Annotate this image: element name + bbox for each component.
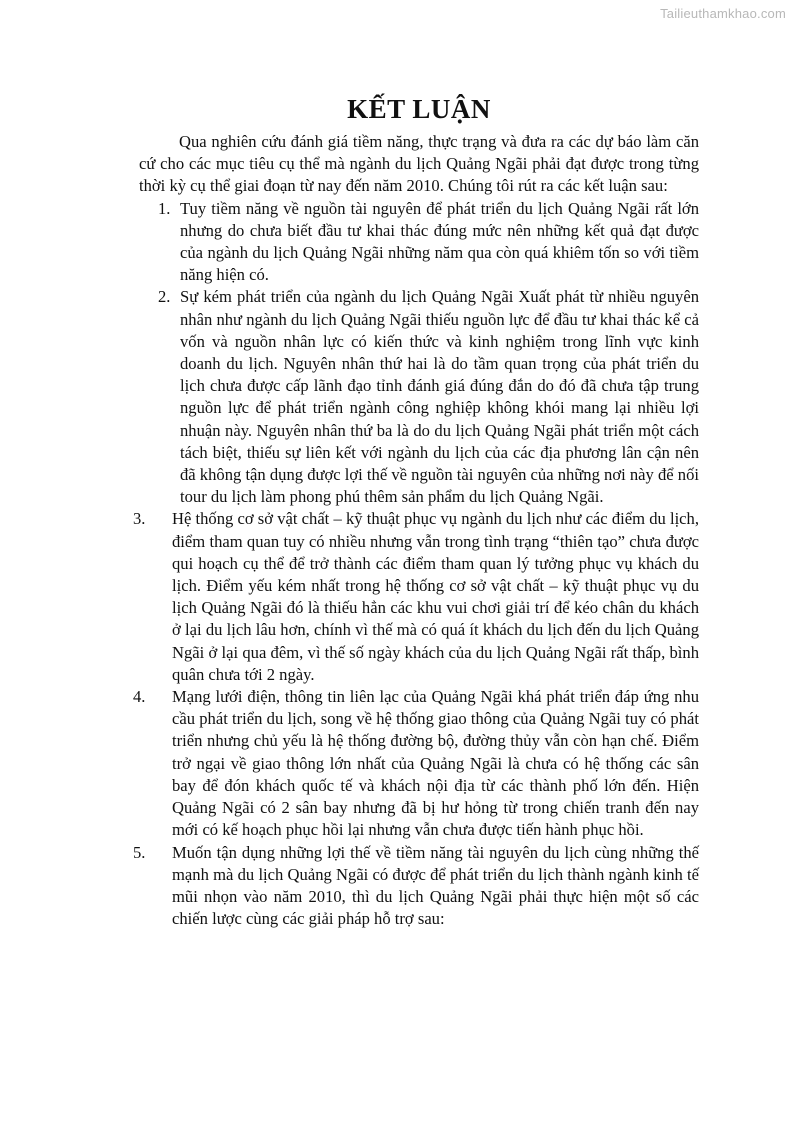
watermark: Tailieuthamkhao.com (660, 6, 786, 21)
item-number: 1. (158, 198, 171, 218)
item-text: Muốn tận dụng những lợi thế về tiềm năng tài nguyên du lịch cùng những thế mạnh mà du lịch Quảng Ngãi có được để phát triển du lịch thành ngành kinh tế mũi nhọn vào năm 2010, thì du lịch Quảng Ngãi phải thực hiện một số các chiến lược cùng các giải pháp hỗ trợ sau: (172, 842, 699, 929)
item-text: Mạng lưới điện, thông tin liên lạc của Quảng Ngãi khá phát triển đáp ứng nhu cầu phát triển du lịch, song về hệ thống giao thông của Quảng Ngãi tuy có phát triển nhưng chủ yếu là hệ thống đường bộ, đường thủy vẫn còn hạn chế. Điểm trở ngại về giao thông lớn nhất của Quảng Ngãi là chưa có hệ thống các sân bay để đón khách quốc tế và khách nội địa từ các thành phố lớn đến. Hiện Quảng Ngãi có 2 sân bay nhưng đã bị hư hỏng từ trong chiến tranh đến nay mới có kế hoạch phục hồi lại nhưng vẫn chưa được tiến hành phục hồi. (172, 687, 699, 840)
conclusion-item-1 (139, 198, 699, 287)
item-number: 5. (133, 842, 146, 862)
page-title: KẾT LUẬN (347, 94, 491, 124)
item-text: Tuy tiềm năng về nguồn tài nguyên để phát triển du lịch Quảng Ngãi rất lớn nhưng do chưa biết đầu tư khai thác đúng mức nên những kết quả đạt được của ngành du lịch Quảng Ngãi những năm qua còn quá khiêm tốn so với tiềm năng hiện có. (180, 198, 699, 285)
item-number: 3. (133, 509, 146, 529)
conclusion-item-4 (133, 686, 699, 841)
item-number: 4. (133, 687, 146, 707)
item-number: 2. (158, 287, 171, 307)
document-page (133, 94, 699, 930)
intro-paragraph: Qua nghiên cứu đánh giá tiềm năng, thực trạng và đưa ra các dự báo làm căn cứ cho các mục tiêu cụ thể mà ngành du lịch Quảng Ngãi phải đạt được trong từng thời kỳ cụ thể giai đoạn từ nay đến năm 2010. Chúng tôi rút ra các kết luận sau: (139, 132, 699, 196)
conclusion-item-3 (133, 508, 699, 686)
conclusion-item-5 (133, 842, 699, 931)
item-text: Hệ thống cơ sở vật chất – kỹ thuật phục vụ ngành du lịch như các điểm du lịch, điểm tham quan tuy có nhiều nhưng vẫn trong tình trạng “thiên tạo” chưa được qui hoạch cụ thể để trở thành các điểm tham quan lý tưởng phục vụ khách du lịch. Điểm yếu kém nhất trong hệ thống cơ sở vật chất – kỹ thuật phục vụ du lịch Quảng Ngãi đó là thiếu hẳn các khu vui chơi giải trí để kéo chân du khách ở lại du lịch lâu hơn, chính vì thế mà có quá ít khách du lịch đến du lịch Quảng Ngãi ở lại qua đêm, vì thế số ngày khách của du lịch Quảng Ngãi rất thấp, bình quân chưa tới 2 ngày. (172, 509, 699, 684)
item-text: Sự kém phát triển của ngành du lịch Quảng Ngãi Xuất phát từ nhiều nguyên nhân như ngành du lịch Quảng Ngãi thiếu nguồn lực để đầu tư khai thác kể cả vốn và nguồn nhân lực có kiến thức và kinh nghiệm trong lĩnh vực kinh doanh du lịch. Nguyên nhân thứ hai là do tầm quan trọng của phát triển du lịch chưa được cấp lãnh đạo tỉnh đánh giá đúng đắn do đó đã chưa tập trung nguồn lực để phát triển ngành công nghiệp không khói mang lại nhiều lợi nhuận này. Nguyên nhân thứ ba là do du lịch Quảng Ngãi phát triển một cách tách biệt, thiếu sự liên kết với ngành du lịch của các địa phương lân cận nên đã không tận dụng được lợi thế về nguồn tài nguyên của những nơi này để nối tour du lịch làm phong phú thêm sản phẩm du lịch Quảng Ngãi. (180, 287, 699, 507)
conclusion-item-2 (139, 286, 699, 508)
